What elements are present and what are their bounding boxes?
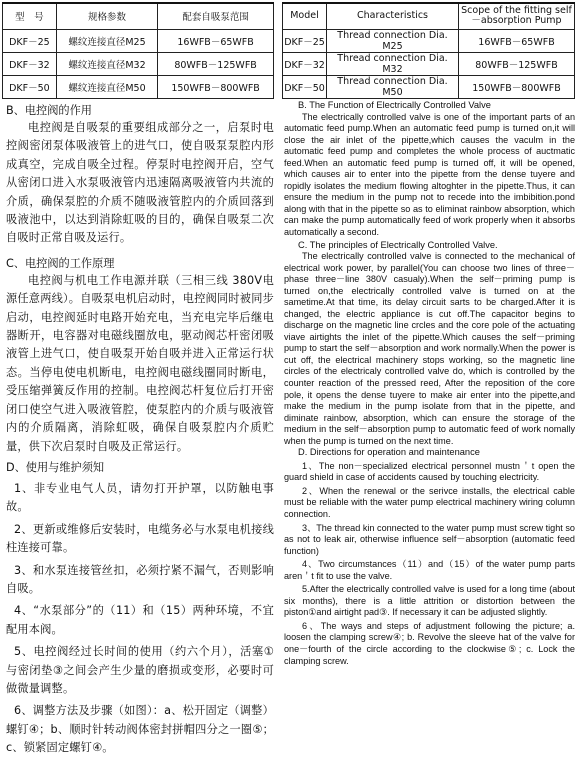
header-spec: 规格参数 (56, 3, 157, 29)
table-row (283, 52, 575, 75)
list-item: 2、更新或维修后安装时，电缆务必与水泵电机接线柱连接可靠。 (6, 522, 274, 555)
section-c-title: C、电控阀的工作原理 (6, 256, 115, 270)
list-item: 4、“水泵部分”的（11）和（15）两种环境，不宜配用本阀。 (6, 604, 274, 636)
section-b-paragraph: The electrically controlled valve is one of the important parts of an automatic feed pump.When an automatic feed pump is turned on,it will close the air inlet of the pipette,which causes the vaculm in the automatic feed pump and completes the whole process of auctmatic feed.When an automatic feed pump is turned off, it will be opened, which causes air to enter into the pipette from the dense tuyere and ropidly isolates the medium flowing altoghter in the pipette.Thus, it can ensure the medium in the pump not to recede into the imbibition.pond along with that in the pipette so as to eliminat rainbow absorption, which can make the pump automatically feed of work properly when it absorbs automatically a second. (284, 111, 575, 237)
header-model: 型 号 (3, 3, 57, 29)
section-c-paragraph: 电控阀与机电工作电源并联（三相三线 380V电源任意两线）。自吸泵电机启动时，电控阀同时被同步启动，电控阀延时电路开始充电，当充电完毕后继电器断开，电容器对电磁线圈放电，驱动阀芯杆密闭吸液管上进气口，使自吸泵开始自吸并进入正常运行状态。当停电使电机断电，电控阀电磁线圈同时断电，受压缩弹簧反作用的控制。电控阀芯杆复位后打开密闭口使空气进入吸液管腔，使泵腔内的介质与吸液管内的介质隔离，消除虹吸，确保自吸泵腔内介质贮量，供下次启泵时自吸及正常运行。 (6, 273, 274, 453)
english-column (282, 0, 575, 774)
table-row (3, 52, 274, 75)
chinese-column (2, 0, 274, 774)
cell-model: DKF－50 (283, 75, 327, 98)
table-header-row (3, 3, 274, 29)
spec-table-english (282, 2, 575, 99)
list-item: 6、调整方法及步骤（如图）：a、松开固定（调整）螺钉④；b、顺时针转动阀体密封拼帽四分之一圈⑤；c、锁紧固定螺钉④。 (6, 704, 274, 755)
cell-model: DKF－25 (283, 29, 327, 52)
cell-characteristics: Thread connection Dia. M25 (327, 29, 459, 52)
list-item: 2、When the renewal or the serivce installs, the electrical cable must be reliable with the water pump electrical machinery wiring column connection. (284, 485, 575, 519)
list-item: 6、The ways and steps of adjustment following the picture; a. loosen the clamping screw④; b. Revolve the sleeve hat of the valve for one－fourth of the circle according to the clockwise⑤; c. Lock the clamping screw. (284, 620, 575, 666)
cell-characteristics: Thread connection Dia. M32 (327, 52, 459, 75)
list-item: 5、电控阀经过长时间的使用（约六个月），活塞①与密闭垫③之间会产生少量的磨损或变形，必要时可做微量调整。 (6, 645, 274, 695)
table-header-row (283, 3, 575, 29)
list-item: 1、The non－specialized electrical personnel mustn＇t open the guard shield in case of accidents caused by touching electricity. (284, 460, 575, 483)
english-text-body (284, 100, 575, 667)
header-pump-scope: Scope of the fitting self－absorption Pump (459, 3, 575, 29)
cell-spec: 螺纹连接直径M50 (56, 75, 157, 98)
section-c-title: C. The principles of Electrically Controlled Valve. (298, 239, 498, 250)
cell-model: DKF－25 (3, 29, 57, 52)
cell-scope: 80WFB－125WFB (459, 52, 575, 75)
cell-range: 80WFB－125WFB (158, 52, 274, 75)
cell-range: 150WFB－800WFB (158, 75, 274, 98)
cell-spec: 螺纹连接直径M32 (56, 52, 157, 75)
chinese-text-body (6, 99, 274, 758)
spec-table-chinese (2, 2, 274, 99)
section-b-title: B. The Function of Electrically Controlled Valve (298, 100, 491, 110)
header-characteristics: Characteristics (327, 3, 459, 29)
header-model: Model (283, 3, 327, 29)
cell-model: DKF－32 (3, 52, 57, 75)
list-item: 1、非专业电气人员，请勿打开护罩，以防触电事故。 (6, 481, 274, 514)
table-row (283, 29, 575, 52)
table-row (3, 75, 274, 98)
cell-scope: 16WFB－65WFB (459, 29, 575, 52)
section-c-paragraph: The electrically controlled valve is connected to the mechanical of electrical work power, by parallel(You can choose two lines of three－phase three－line 380V casualy).When the self－priming pump is turned on,the electrically controlled valve is turned on at the sametime.At that time, its delay circuit sarts to be charged.After it is changed, the electric appliance is cut off.The capacitor begins to discharge on the magnetic line crcles and the core pole of the actuating viave airtights the inlet of the pipette.Which causes the self－priming pump to start the self－absorption and work normally.When the power is cut off, the electrical machinery stops working, so the magnetic line circles of the electricaly controlled valve do, which is controlled by the counter reaction of the pressed reed, After the reposition of the core pole, it opens the dense tuyere to make air enter into the pipette,and make the medium in the pump isolate from that in the pipette, and diminate rainbow, absorption, which can ensure the storage of the medium in the self－absorption pump to automatic feed of work nomally when the pump is turned on the next time. (284, 251, 575, 446)
cell-spec: 螺纹连接直径M25 (56, 29, 157, 52)
section-b-title: B、电控阀的作用 (6, 104, 92, 117)
table-row (283, 75, 575, 98)
list-item: 5.After the electrically controlled valve is used for a long time (about six months), there is a little attrition or distortion between the piston①and airtight pad③. If necessary it can be adjusted slightly. (284, 584, 575, 618)
section-d-title: D. Directions for operation and maintenance (298, 447, 480, 458)
cell-range: 16WFB－65WFB (158, 29, 274, 52)
cell-characteristics: Thread connection Dia. M50 (327, 75, 459, 98)
table-row (3, 29, 274, 52)
cell-scope: 150WFB－800WFB (459, 75, 575, 98)
cell-model: DKF－50 (3, 75, 57, 98)
list-item: 4、Two circumstances（11）and（15）of the water pump parts aren＇t fit to use the valve. (284, 559, 575, 581)
cell-model: DKF－32 (283, 52, 327, 75)
list-item: 3、The thread kin connected to the water pump must screw tight so as not to leak air, otherwise influence self－absorption (automatic feed function) (284, 522, 575, 556)
list-item: 3、和水泵连接管丝扣，必须拧紧不漏气，否则影响自吸。 (6, 563, 274, 595)
header-pump-range: 配套自吸泵范围 (158, 3, 274, 29)
section-d-title: D、使用与维护须知 (6, 460, 105, 474)
section-b-paragraph: 电控阀是自吸泵的重要组成部分之一，启泵时电控阀密闭泵体吸液管上的进气口，使自吸泵泵腔内形成真空，完成自吸全过程。停泵时电控阀开启，空气从密闭口进入水泵吸液管内迅速隔离吸液管内共流的介质，确保泵腔的介质不随吸液管腔内的介质回落到吸液池中，以达到消除虹吸的目的，确保自吸泵二次自吸时正常自吸及运行。 (6, 121, 274, 245)
